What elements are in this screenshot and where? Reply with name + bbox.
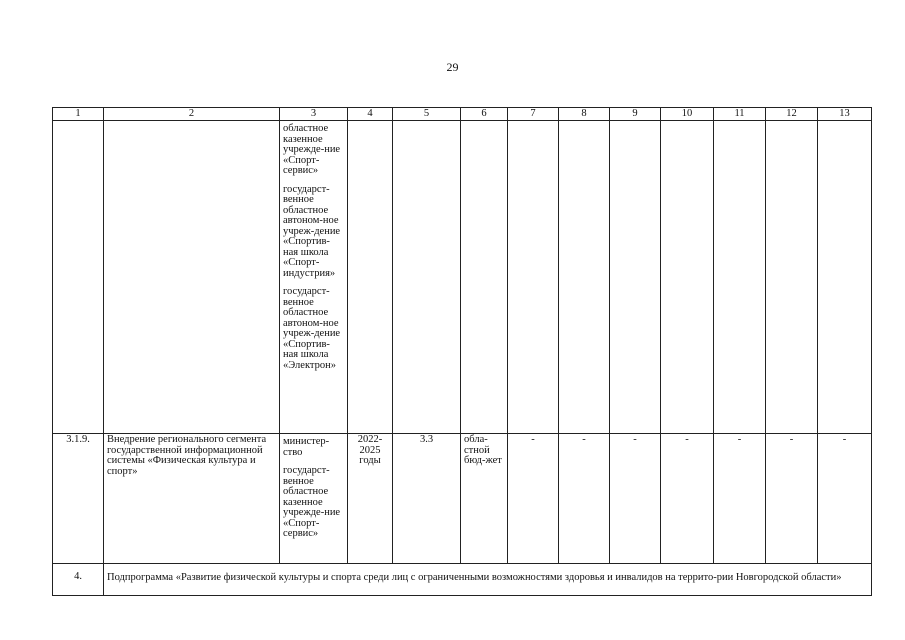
cell-number: 4. [53,564,104,596]
executor: государст-венное областное казенное учрежде-ние «Спорт-сервис» [283,465,341,539]
header-cell: 11 [714,108,766,121]
cell-target: 3.3 [393,434,461,564]
header-cell: 7 [508,108,559,121]
header-cell: 1 [53,108,104,121]
cell-value [714,121,766,434]
header-cell: 8 [559,108,610,121]
cell-source: обла-стной бюд-жет [461,434,508,564]
header-cell: 10 [661,108,714,121]
cell-value: - [610,434,661,564]
program-table [52,107,872,596]
header-cell: 5 [393,108,461,121]
subprogram-title: Подпрограмма «Развитие физической культуры и спорта среди лиц с ограниченными возможностями здоровья и инвалидов на террито-рии Новгородской области» [104,564,872,596]
executor: областное казенное учрежде-ние «Спорт-сервис» [283,123,341,176]
header-cell: 4 [348,108,393,121]
cell-number [53,121,104,434]
executor: государст-венное областное автоном-ное учреж-дение «Спортив-ная школа «Электрон» [283,286,341,371]
cell-value [766,121,818,434]
executor: государст-венное областное автоном-ное учреж-дение «Спортив-ная школа «Спорт-индустрия» [283,183,341,279]
header-cell: 13 [818,108,872,121]
cell-term: 2022-2025 годы [348,434,393,564]
cell-value: - [661,434,714,564]
cell-value: - [818,434,872,564]
header-cell: 2 [104,108,280,121]
cell-value: - [508,434,559,564]
cell-name [104,121,280,434]
cell-name: Внедрение регионального сегмента государственной информационной системы «Физическая культура и спорт» [104,434,280,564]
table-row-4 [53,564,872,596]
cell-value [661,121,714,434]
cell-target [393,121,461,434]
executor: министер-ство [283,436,330,458]
cell-term [348,121,393,434]
cell-value [818,121,872,434]
cell-value: - [559,434,610,564]
header-cell: 12 [766,108,818,121]
cell-source [461,121,508,434]
page-number: 29 [446,60,459,74]
cell-value: - [766,434,818,564]
cell-value [508,121,559,434]
table-row-continued [53,121,872,434]
header-row [53,108,872,121]
header-cell: 3 [280,108,348,121]
cell-number: 3.1.9. [53,434,104,564]
header-cell: 6 [461,108,508,121]
header-cell: 9 [610,108,661,121]
cell-value: - [714,434,766,564]
cell-executors [280,434,348,564]
table-row-3-1-9 [53,434,872,564]
cell-value [559,121,610,434]
cell-value [610,121,661,434]
cell-executors [280,121,348,434]
